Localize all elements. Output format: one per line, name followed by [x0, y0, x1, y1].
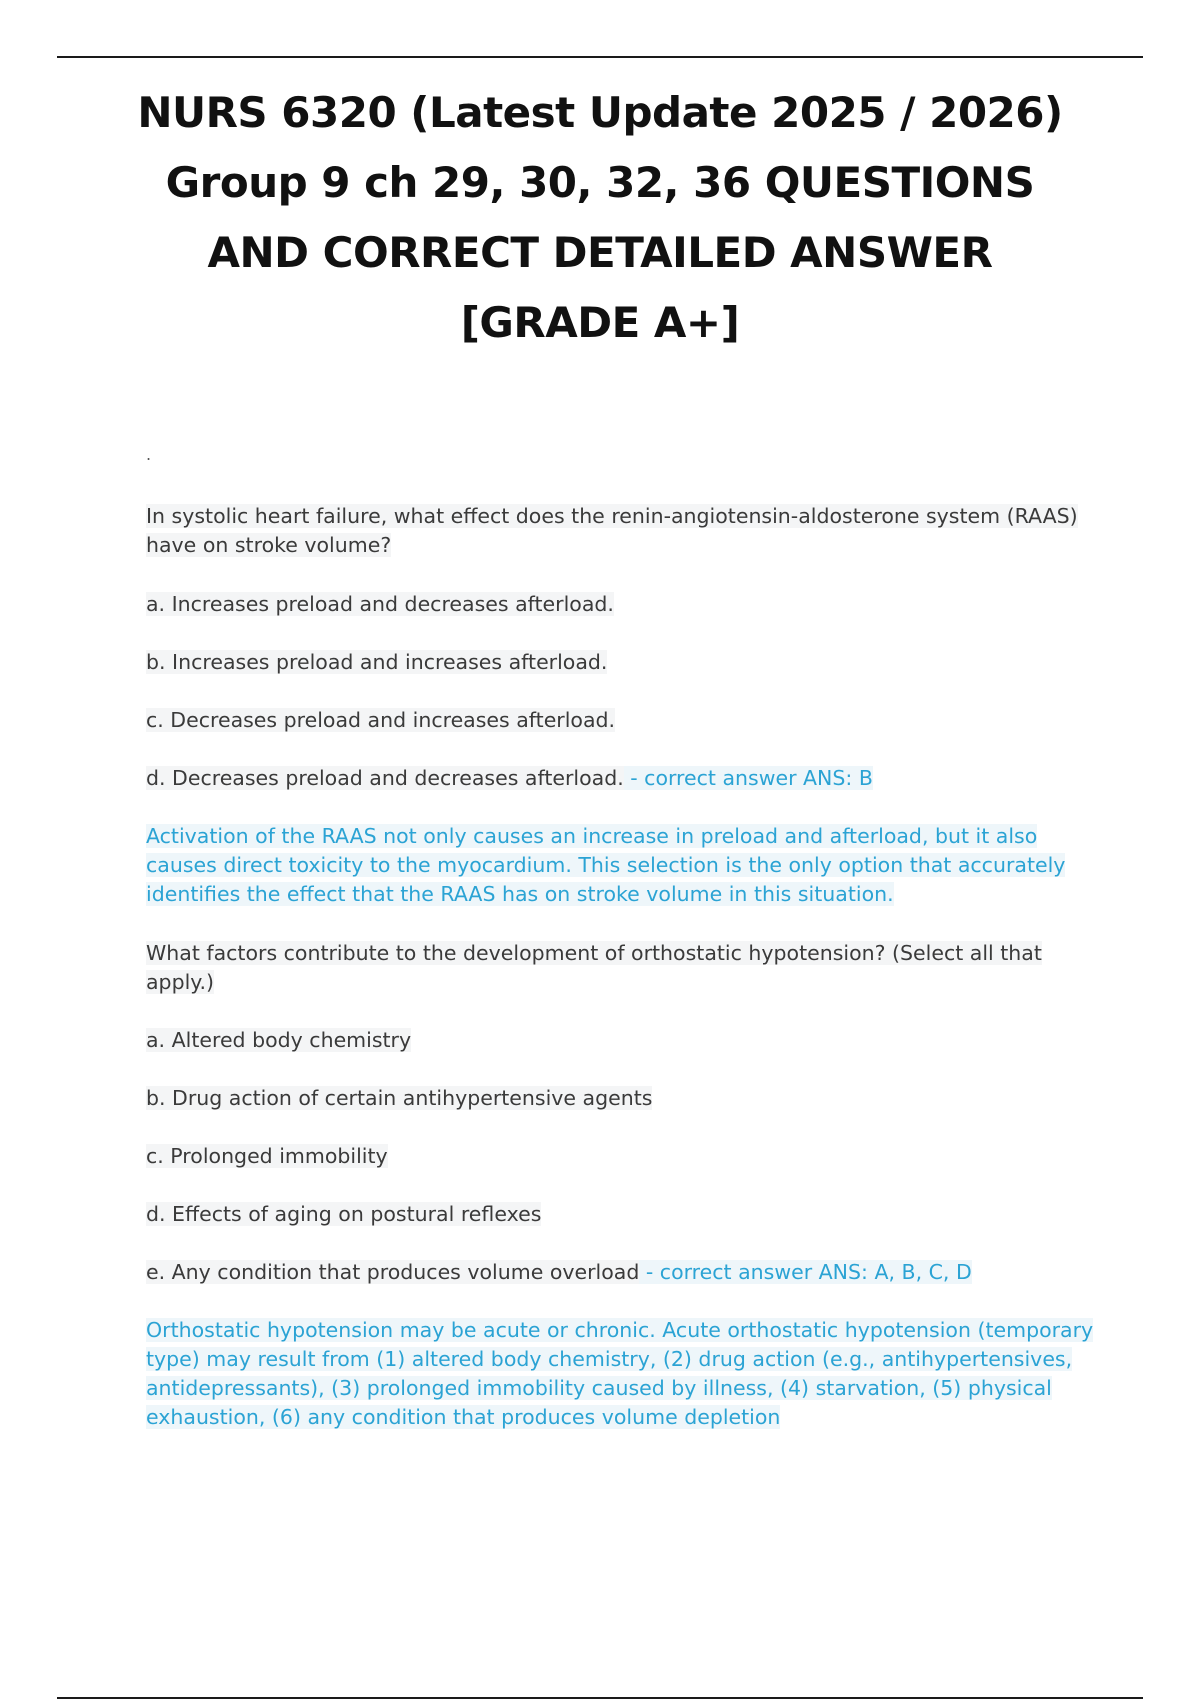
top-rule [57, 56, 1143, 58]
q2-rationale [146, 1316, 1106, 1432]
q1-question [146, 502, 1106, 560]
q2-option-d [146, 1200, 1106, 1229]
q2-question-text: What factors contribute to the development of orthostatic hypotension? (Select all that apply.) [146, 941, 1042, 994]
title-line-4: [GRADE A+] [460, 298, 740, 347]
q2-option-a [146, 1026, 1106, 1055]
bottom-rule [57, 1697, 1143, 1699]
q2-option-d-text: d. Effects of aging on postural reflexes [146, 1202, 542, 1226]
q1-option-d [146, 764, 1106, 793]
q2-rationale-text: Orthostatic hypotension may be acute or chronic. Acute orthostatic hypotension (temporary type) may result from (1) altered body chemistry, (2) drug action (e.g., antihypertensives, antidepressants), (3) prolonged immobility caused by illness, (4) starvation, (5) physical exhaustion, (6) any condition that produces volume depletion [146, 1318, 1094, 1429]
q1-rationale-text: Activation of the RAAS not only causes an increase in preload and afterload, but it also causes direct toxicity to the myocardium. This selection is the only option that accurately identifies the effect that the RAAS has on stroke volume in this situation. [146, 824, 1066, 906]
document-title [100, 78, 1100, 358]
q1-option-b-text: b. Increases preload and increases afterload. [146, 650, 608, 674]
q2-option-b [146, 1084, 1106, 1113]
title-line-3: AND CORRECT DETAILED ANSWER [207, 228, 993, 277]
q1-option-c [146, 706, 1106, 735]
q1-rationale [146, 822, 1106, 909]
q2-option-e-text: e. Any condition that produces volume overload [146, 1260, 640, 1284]
title-line-2: Group 9 ch 29, 30, 32, 36 QUESTIONS [165, 158, 1035, 207]
q2-option-a-text: a. Altered body chemistry [146, 1028, 412, 1052]
q1-option-a [146, 590, 1106, 619]
leading-mark: . [146, 445, 152, 464]
q1-option-a-text: a. Increases preload and decreases afterload. [146, 592, 614, 616]
q2-option-b-text: b. Drug action of certain antihypertensive agents [146, 1086, 653, 1110]
q2-option-c-text: c. Prolonged immobility [146, 1144, 388, 1168]
q2-question [146, 939, 1106, 997]
q1-option-b [146, 648, 1106, 677]
q1-option-c-text: c. Decreases preload and increases afterload. [146, 708, 616, 732]
q2-option-e [146, 1258, 1106, 1287]
q1-answer: - correct answer ANS: B [623, 766, 873, 790]
q2-answer: - correct answer ANS: A, B, C, D [639, 1260, 972, 1284]
q1-question-text: In systolic heart failure, what effect does the renin-angiotensin-aldosterone system (RAAS) have on stroke volume? [146, 504, 1078, 557]
title-line-1: NURS 6320 (Latest Update 2025 / 2026) [137, 88, 1063, 137]
q2-option-c [146, 1142, 1106, 1171]
q1-option-d-text: d. Decreases preload and decreases afterload. [146, 766, 624, 790]
